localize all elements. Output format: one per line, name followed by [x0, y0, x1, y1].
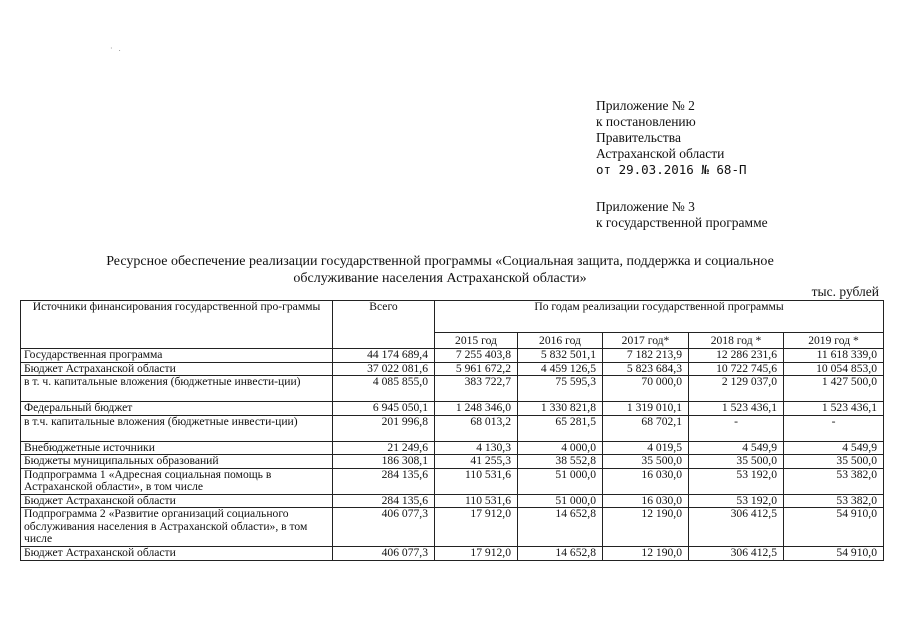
cell-total: 201 996,8: [333, 415, 435, 441]
cell-year-value: 7 182 213,9: [603, 349, 689, 363]
funding-table: [20, 300, 884, 561]
table-body: [21, 349, 884, 561]
cell-total: 186 308,1: [333, 455, 435, 469]
cell-year-value: 306 412,5: [689, 508, 784, 547]
cell-year-value: 41 255,3: [435, 455, 518, 469]
row-label: Внебюджетные источники: [21, 441, 333, 455]
header-year: 2019 год *: [784, 333, 884, 349]
cell-year-value: 1 319 010,1: [603, 402, 689, 416]
cell-year-value: 4 130,3: [435, 441, 518, 455]
cell-year-value: 51 000,0: [518, 494, 603, 508]
cell-year-value: 53 382,0: [784, 494, 884, 508]
cell-year-value: 1 523 436,1: [689, 402, 784, 416]
cell-year-value: 5 961 672,2: [435, 362, 518, 376]
header-year: 2018 год *: [689, 333, 784, 349]
header-total: Всего: [333, 301, 435, 349]
row-label: Подпрограмма 1 «Адресная социальная помощь в Астраханской области», в том числе: [21, 468, 333, 494]
header-year: 2015 год: [435, 333, 518, 349]
appendix-2-line1: Приложение № 2: [596, 98, 695, 113]
row-label: Государственная программа: [21, 349, 333, 363]
table-row: [21, 547, 884, 561]
cell-year-value: 35 500,0: [784, 455, 884, 469]
row-label: Бюджет Астраханской области: [21, 494, 333, 508]
table-row: [21, 415, 884, 441]
cell-year-value: 68 702,1: [603, 415, 689, 441]
table-row: [21, 455, 884, 469]
cell-year-value: 5 823 684,3: [603, 362, 689, 376]
row-label: Бюджет Астраханской области: [21, 362, 333, 376]
units-label: тыс. рублей: [811, 284, 879, 299]
appendix-2-line2: к постановлению: [596, 114, 696, 129]
header-year: 2017 год*: [603, 333, 689, 349]
cell-year-value: 4 459 126,5: [518, 362, 603, 376]
title-line1: Ресурсное обеспечение реализации государственной программы «Социальная защита, поддержка и социальное: [106, 254, 774, 269]
appendix-3-line1: Приложение № 3: [596, 199, 695, 214]
cell-year-value: 53 192,0: [689, 468, 784, 494]
cell-year-value: 38 552,8: [518, 455, 603, 469]
table-row: [21, 508, 884, 547]
cell-year-value: 110 531,6: [435, 468, 518, 494]
header-year: 2016 год: [518, 333, 603, 349]
cell-year-value: 53 382,0: [784, 468, 884, 494]
cell-total: 6 945 050,1: [333, 402, 435, 416]
appendix-2-stamp-date: от 29.03.2016 № 68-П: [596, 162, 747, 177]
header-by-years: По годам реализации государственной программы: [435, 301, 884, 333]
cell-year-value: 12 190,0: [603, 508, 689, 547]
cell-total: 44 174 689,4: [333, 349, 435, 363]
cell-year-value: 65 281,5: [518, 415, 603, 441]
cell-year-value: 11 618 339,0: [784, 349, 884, 363]
cell-total: 406 077,3: [333, 547, 435, 561]
cell-year-value: 17 912,0: [435, 508, 518, 547]
appendix-2-line3: Правительства: [596, 130, 681, 145]
table-row: [21, 349, 884, 363]
cell-total: 284 135,6: [333, 468, 435, 494]
cell-year-value: -: [689, 415, 784, 441]
cell-year-value: 68 013,2: [435, 415, 518, 441]
header-source: Источники финансирования государственной про-граммы: [21, 301, 333, 349]
appendix-3-line2: к государственной программе: [596, 215, 768, 230]
cell-year-value: 14 652,8: [518, 508, 603, 547]
cell-year-value: 12 190,0: [603, 547, 689, 561]
cell-year-value: 51 000,0: [518, 468, 603, 494]
table-row: [21, 402, 884, 416]
cell-year-value: 54 910,0: [784, 547, 884, 561]
cell-total: 21 249,6: [333, 441, 435, 455]
table-row: [21, 362, 884, 376]
cell-year-value: 75 595,3: [518, 376, 603, 402]
cell-total: 406 077,3: [333, 508, 435, 547]
cell-year-value: 10 054 853,0: [784, 362, 884, 376]
row-label: Федеральный бюджет: [21, 402, 333, 416]
cell-year-value: 1 248 346,0: [435, 402, 518, 416]
cell-year-value: 306 412,5: [689, 547, 784, 561]
cell-year-value: 2 129 037,0: [689, 376, 784, 402]
cell-year-value: 53 192,0: [689, 494, 784, 508]
cell-total: 4 085 855,0: [333, 376, 435, 402]
cell-year-value: 4 019,5: [603, 441, 689, 455]
table-row: [21, 441, 884, 455]
cell-year-value: 35 500,0: [689, 455, 784, 469]
cell-year-value: 7 255 403,8: [435, 349, 518, 363]
scan-speck: · .: [110, 44, 123, 53]
cell-year-value: -: [784, 415, 884, 441]
cell-year-value: 12 286 231,6: [689, 349, 784, 363]
appendix-2-block: [596, 98, 747, 178]
row-label: в т.ч. капитальные вложения (бюджетные инвести-ции): [21, 415, 333, 441]
cell-year-value: 54 910,0: [784, 508, 884, 547]
cell-year-value: 4 549,9: [784, 441, 884, 455]
cell-year-value: 110 531,6: [435, 494, 518, 508]
cell-year-value: 1 427 500,0: [784, 376, 884, 402]
appendix-2-line4: Астраханской области: [596, 146, 725, 161]
row-label: Бюджет Астраханской области: [21, 547, 333, 561]
table-row: [21, 468, 884, 494]
document-title: [40, 253, 840, 287]
row-label: Бюджеты муниципальных образований: [21, 455, 333, 469]
cell-year-value: 14 652,8: [518, 547, 603, 561]
cell-year-value: 16 030,0: [603, 494, 689, 508]
cell-year-value: 17 912,0: [435, 547, 518, 561]
cell-total: 37 022 081,6: [333, 362, 435, 376]
cell-year-value: 16 030,0: [603, 468, 689, 494]
cell-year-value: 1 523 436,1: [784, 402, 884, 416]
table-row: [21, 494, 884, 508]
cell-year-value: 10 722 745,6: [689, 362, 784, 376]
cell-year-value: 35 500,0: [603, 455, 689, 469]
appendix-3-block: [596, 199, 768, 231]
cell-total: 284 135,6: [333, 494, 435, 508]
cell-year-value: 5 832 501,1: [518, 349, 603, 363]
row-label: в т. ч. капитальные вложения (бюджетные инвести-ции): [21, 376, 333, 402]
cell-year-value: 4 549,9: [689, 441, 784, 455]
table-row: [21, 376, 884, 402]
cell-year-value: 70 000,0: [603, 376, 689, 402]
cell-year-value: 4 000,0: [518, 441, 603, 455]
row-label: Подпрограмма 2 «Развитие организаций социального обслуживания населения в Астраханской области», в том числе: [21, 508, 333, 547]
cell-year-value: 383 722,7: [435, 376, 518, 402]
title-line2: обслуживание населения Астраханской области»: [293, 271, 587, 286]
cell-year-value: 1 330 821,8: [518, 402, 603, 416]
